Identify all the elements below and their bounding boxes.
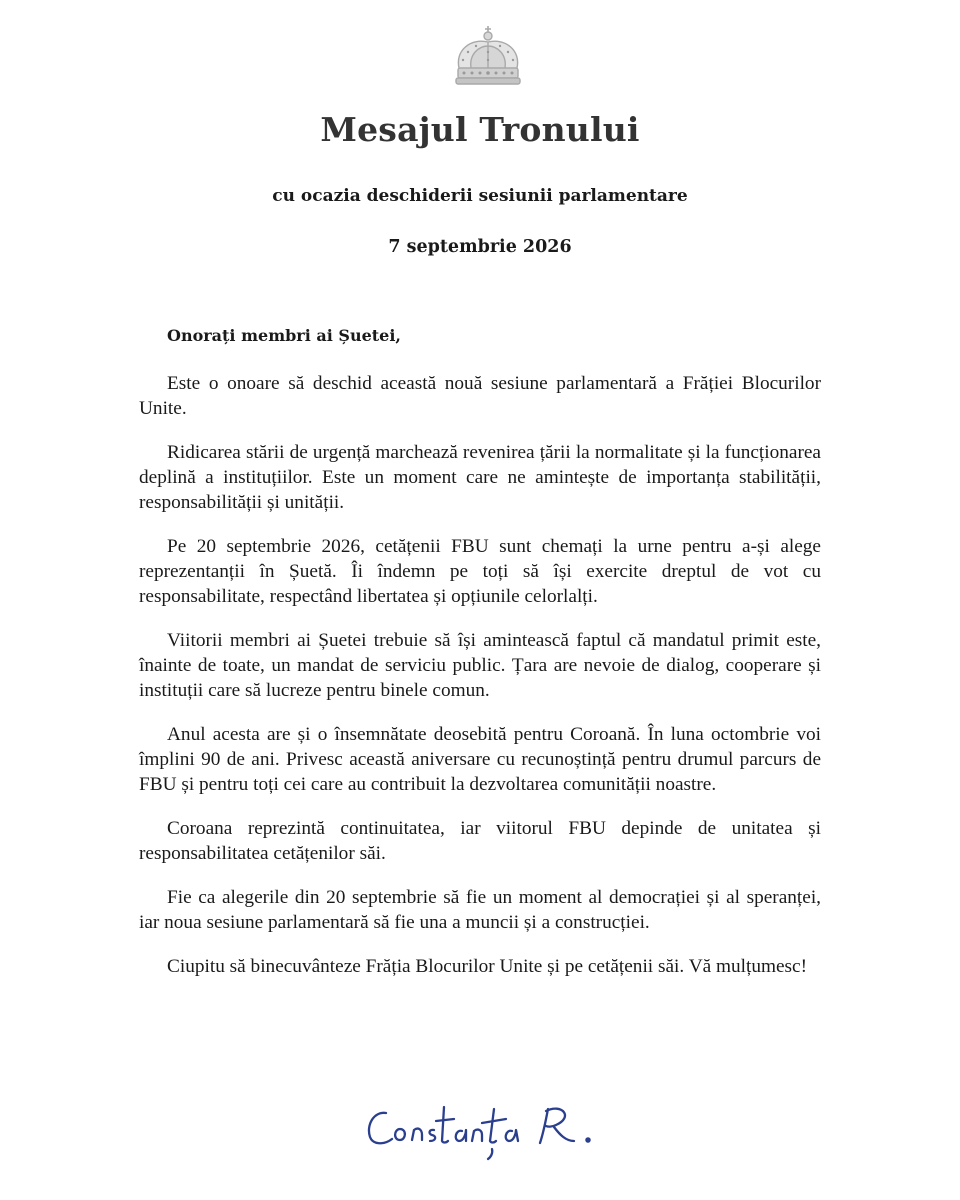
paragraph-3: Pe 20 septembrie 2026, cetățenii FBU sunt chemați la urne pentru a-și alege reprezentanții în Șuetă. Îi îndemn pe toți să își exercite dreptul de vot cu responsabilitate, respectând libertatea și opțiunile celorlalți. [139, 536, 821, 607]
paragraph-8: Ciupitu să binecuvânteze Frăția Blocurilor Unite și pe cetățenii săi. Vă mulțumesc! [167, 956, 808, 977]
paragraph-2: Ridicarea stării de urgență marchează revenirea țării la normalitate și la funcționarea deplină a instituțiilor. Este un moment care ne amintește de importanța stabilității, responsabilității și unității. [139, 442, 821, 513]
paragraph-4: Viitorii membri ai Șuetei trebuie să își amintească faptul că mandatul primit este, înainte de toate, un mandat de serviciu public. Țara are nevoie de dialog, cooperare și instituții care să lucreze pentru binele comun. [139, 630, 821, 701]
paragraph-7: Fie ca alegerile din 20 septembrie să fie un moment al democrației și al speranței, iar noua sesiune parlamentară să fie una a muncii și a construcției. [139, 887, 821, 933]
paragraph-5: Anul acesta are și o însemnătate deosebită pentru Coroană. În luna octombrie voi împlini 90 de ani. Privesc această aniversare cu recunoștință pentru drumul parcurs de FBU și pentru toți cei care au contribuit la dezvoltarea comunității noastre. [139, 724, 821, 795]
handwritten-signature [360, 1085, 620, 1170]
document-date: 7 septembrie 2026 [388, 237, 572, 257]
message-body [139, 371, 821, 998]
crown-icon [449, 24, 527, 92]
document-title: Mesajul Tronului [320, 110, 640, 149]
paragraph-6: Coroana reprezintă continuitatea, iar viitorul FBU depinde de unitatea și responsabilitatea cetățenilor săi. [139, 818, 821, 864]
salutation: Onorați membri ai Șuetei, [167, 326, 401, 345]
document-subtitle: cu ocazia deschiderii sesiunii parlamentare [272, 186, 688, 206]
paragraph-1: Este o onoare să deschid această nouă sesiune parlamentară a Frăției Blocurilor Unite. [139, 373, 821, 419]
